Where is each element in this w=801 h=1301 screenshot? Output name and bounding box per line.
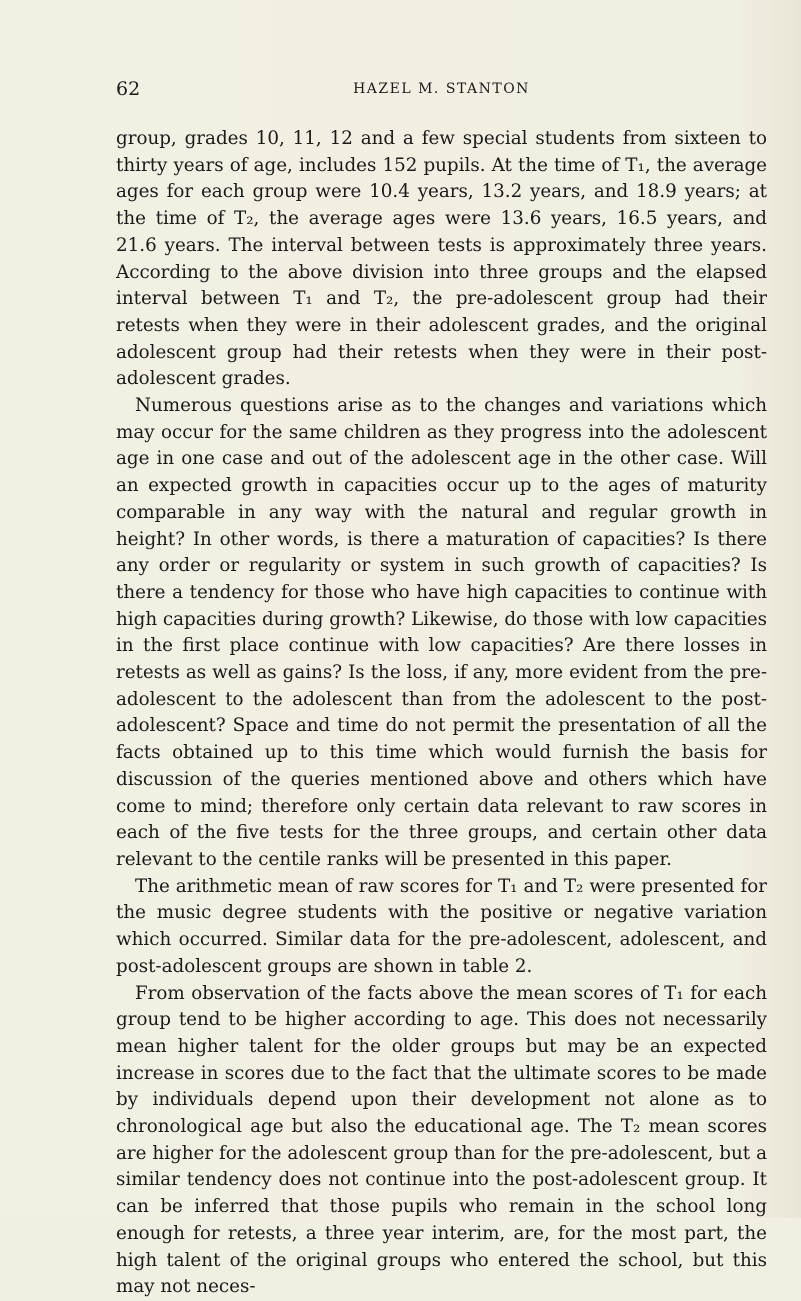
paragraph: Numerous questions arise as to the changes and variations which may occur for the same children as they progress into the adolescent age in one case and out of the adolescent age in the other case. Will an expected growth in capacities occur up to the ages of maturity comparable in any way with the natural and regular growth in height? In other words, is there a maturation of capacities? Is there any order or regularity or system in such growth of capacities? Is there a tendency for those who have high capacities to continue with high capacities during growth? Likewise, do those with low capacities in the first place continue with low capacities? Are there losses in retests as well as gains? Is the loss, if any, more evident from the pre-adolescent to the adolescent than from the adolescent to the post-adolescent? Space and time do not permit the presentation of all the facts obtained up to this time which would furnish the basis for discussion of the queries mentioned above and others which have come to mind; therefore only certain data relevant to raw scores in each of the five tests for the three groups, and certain other data relevant to the centile ranks will be presented in this paper. (116, 395, 767, 870)
body-text (116, 126, 767, 1301)
running-head: HAZEL M. STANTON (353, 81, 530, 97)
page-header (116, 78, 767, 108)
paragraph: group, grades 10, 11, 12 and a few special students from sixteen to thirty years of age, includes 152 pupils. At the time of T₁, the average ages for each group were 10.4 years, 13.2 years, and 18.9 years; at the time of T₂, the average ages were 13.6 years, 16.5 years, and 21.6 years. The interval between tests is approximately three years. According to the above division into three groups and the elapsed interval between T₁ and T₂, the pre-adolescent group had their retests when they were in their adolescent grades, and the original adolescent group had their retests when they were in their post-adolescent grades. (116, 128, 767, 390)
page-number: 62 (116, 78, 141, 100)
paragraph: The arithmetic mean of raw scores for T₁ and T₂ were presented for the music degree students with the positive or negative variation which occurred. Similar data for the pre-adolescent, adolescent, and post-adolescent groups are shown in table 2. (116, 875, 767, 977)
paragraph: From observation of the facts above the mean scores of T₁ for each group tend to be higher according to age. This does not necessarily mean higher talent for the older groups but may be an expected increase in scores due to the fact that the ultimate scores to be made by individuals depend upon their development not alone as to chronological age but also the educational age. The T₂ mean scores are higher for the adolescent group than for the pre-adolescent, but a similar tendency does not continue into the post-adolescent group. It can be inferred that those pupils who remain in the school long enough for retests, a three year interim, are, for the most part, the high talent of the original groups who entered the school, but this may not neces- (116, 982, 767, 1298)
